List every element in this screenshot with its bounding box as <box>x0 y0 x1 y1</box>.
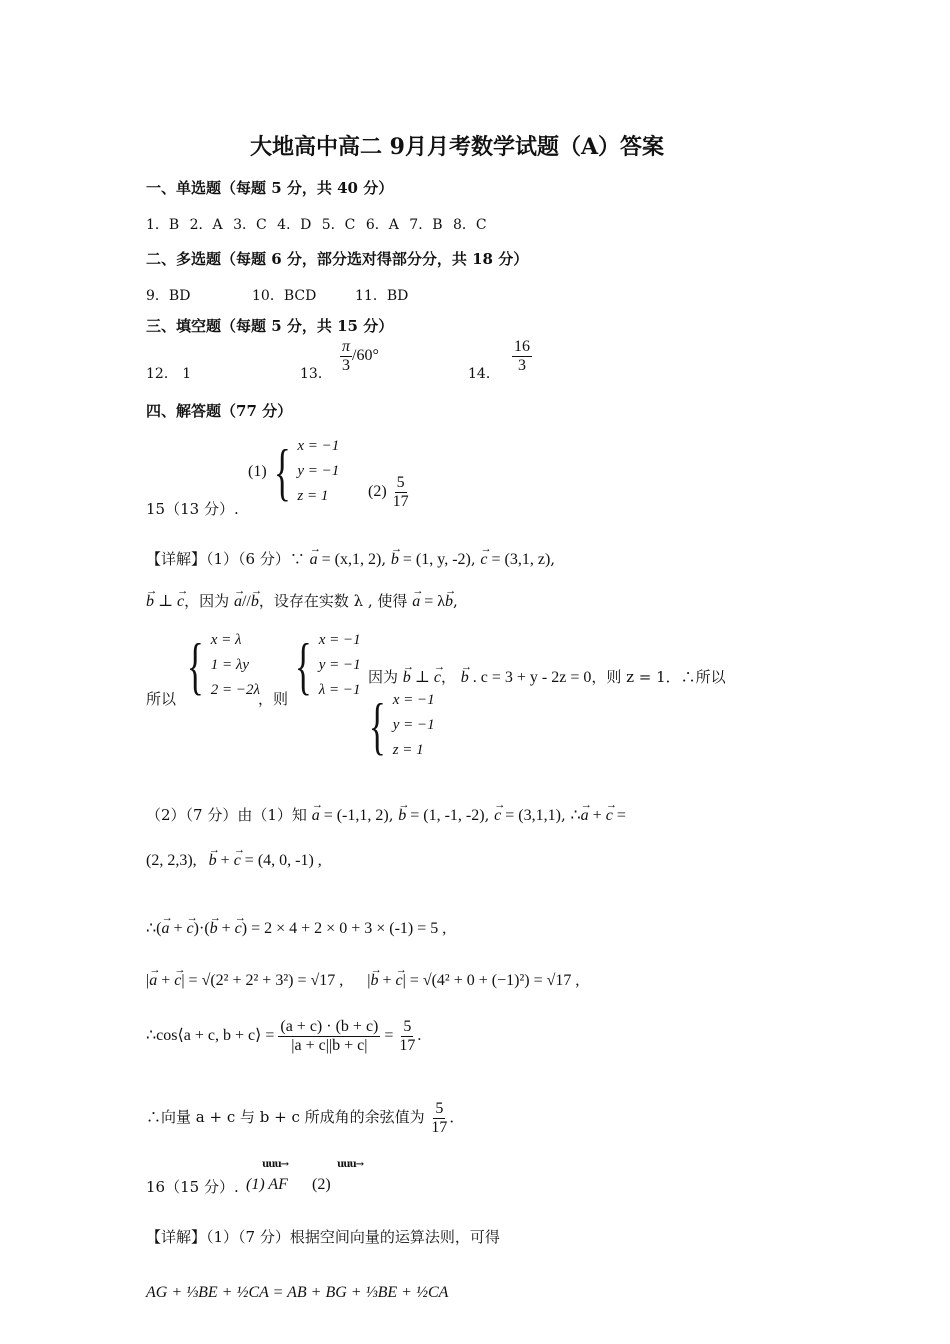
section-heading-multi-choice: 二、多选题（每题 6 分，部分选对得部分分，共 18 分） <box>146 250 529 268</box>
answer-q11: 11．BD <box>355 288 409 304</box>
q15-ze: ，则 <box>258 690 289 708</box>
q16-vector-arrow-af: uuu→ <box>262 1159 289 1170</box>
q15-system-final: { x = −1 y = −1 z = 1 <box>368 689 435 761</box>
q15-system-result: { x = −1 y = −1 λ = −1 <box>294 629 361 701</box>
q16-vector-equation: AG + ⅓BE + ½CA = AB + BG + ⅓BE + ½CA <box>146 1284 449 1301</box>
q15-norms: |→ a + → c| = √(2² + 2² + 3²) = √17 , |→ b + → c| = √(4² + 0 + (−1)²) = √17 , <box>146 972 579 990</box>
q15-detail-line2: → b ⊥ → c，因为 → a//→ b，设存在实数 λ , 使得 → a = λ→ b, <box>146 590 458 611</box>
q15-label: 15（13 分）. <box>146 500 239 518</box>
q16-label: 16（15 分）. <box>146 1178 239 1196</box>
q16-answer-part2: (2) <box>312 1176 331 1193</box>
q15-cosine: ∴cos⟨a + c, b + c⟩ = $\frac{(a + c) \cdot (b + c)}{|a + c||b + c|}$ = $\frac{5}{17}$ . <box>146 1018 422 1054</box>
answer-q14-fraction: $\frac{16}{3}$ <box>514 338 530 374</box>
answer-q13-label: 13． <box>300 366 332 382</box>
q15-suoyi: 所以 <box>146 690 177 708</box>
q15-answer-part2: (2) $\frac{5}{17}$ <box>368 474 409 510</box>
answer-q10: 10．BCD <box>252 288 317 304</box>
answer-q13-fraction: $\frac{\pi}{3}$ /60° <box>342 338 379 374</box>
q16-detail: 【详解】（1）（7 分）根据空间向量的运算法则，可得 <box>146 1228 500 1246</box>
section-heading-solutions: 四、解答题（77 分） <box>146 402 293 420</box>
page-title: 大地高中高二 9月月考数学试题（A）答案 <box>250 134 665 160</box>
answer-q12: 12． 1 <box>146 366 192 382</box>
q15-part2-line1: （2）（7 分）由（1）知 → a = (-1,1, 2), → b = (1, -1, -2), → c = (3,1,1), ∴→ a + → c = <box>146 804 626 825</box>
q16-answer-part1: (1) AF <box>246 1176 288 1193</box>
answer-q9: 9．BD <box>146 288 191 304</box>
q15-answer-system: (1) { x = −1 y = −1 z = 1 <box>248 435 340 507</box>
q15-detail-line1: 【详解】（1）（6 分）∵ → a = (x,1, 2), → b = (1, y, -2), → c = (3,1, z), <box>146 548 555 569</box>
section-heading-fill-in: 三、填空题（每题 5 分，共 15 分） <box>146 317 394 335</box>
q16-vector-arrow-2: uuu→ <box>337 1159 364 1170</box>
q15-conclusion: ∴向量 a + c 与 b + c 所成角的余弦值为 $\frac{5}{17}$ ． <box>146 1100 465 1136</box>
q15-perp-condition: 因为 → b ⊥ → c， → b . c = 3 + y - 2z = 0，则 z = 1．∴所以 <box>368 666 726 687</box>
q15-dot-product: ∴(→ a + → c)·(→ b + → c) = 2 × 4 + 2 × 0 + 3 × (-1) = 5 , <box>146 918 446 938</box>
answer-q14-label: 14． <box>468 366 500 382</box>
q15-part2-line2: (2, 2,3), → b + → c = (4, 0, -1) , <box>146 852 322 870</box>
single-choice-answers: 1．B 2．A 3．C 4．D 5．C 6．A 7．B 8．C <box>146 217 487 233</box>
section-heading-single-choice: 一、单选题（每题 5 分，共 40 分） <box>146 179 394 197</box>
q15-system-lambda: { x = λ 1 = λy 2 = −2λ <box>186 629 260 701</box>
